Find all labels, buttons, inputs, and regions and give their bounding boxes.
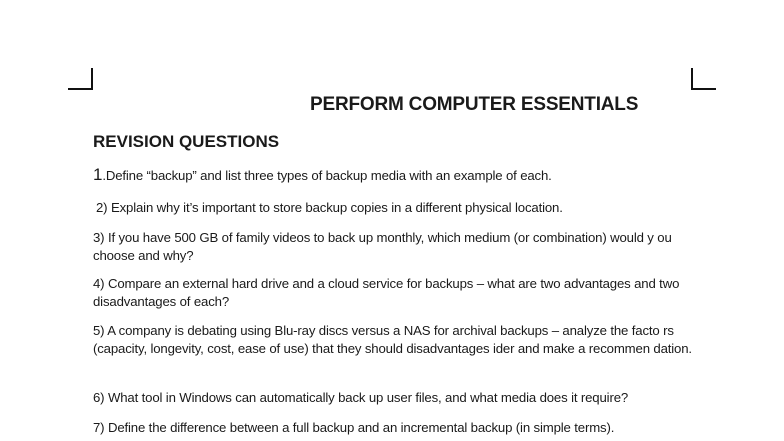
- document-title: PERFORM COMPUTER ESSENTIALS: [310, 94, 639, 115]
- question-4: 4) Compare an external hard drive and a cloud service for backups – what are two advantages and two disadvantages of each?: [93, 276, 680, 309]
- question-7: 7) Define the difference between a full backup and an incremental backup (in simple terms).: [93, 420, 615, 435]
- question-5: 5) A company is debating using Blu-ray discs versus a NAS for archival backups – analyze the facto rs (capacity, longevity, cost, ease of use) that they should disadvantages ider and make a recommen dation.: [93, 323, 692, 356]
- question-1: [93, 166, 703, 185]
- question-text: .Define “backup” and list three types of backup media with an example of each.: [102, 168, 552, 183]
- section-heading: REVISION QUESTIONS: [93, 132, 280, 151]
- crop-mark-top-left: [68, 88, 93, 90]
- crop-mark-top-right: [691, 68, 693, 90]
- question-6: 6) What tool in Windows can automatically back up user files, and what media does it require?: [93, 390, 629, 405]
- crop-mark-top-left: [91, 68, 93, 90]
- question-2: 2) Explain why it’s important to store backup copies in a different physical location.: [96, 200, 563, 215]
- question-3: 3) If you have 500 GB of family videos to back up monthly, which medium (or combination) would y ou choose and why?: [93, 230, 672, 263]
- question-number: 1: [93, 165, 103, 184]
- crop-mark-top-right: [691, 88, 716, 90]
